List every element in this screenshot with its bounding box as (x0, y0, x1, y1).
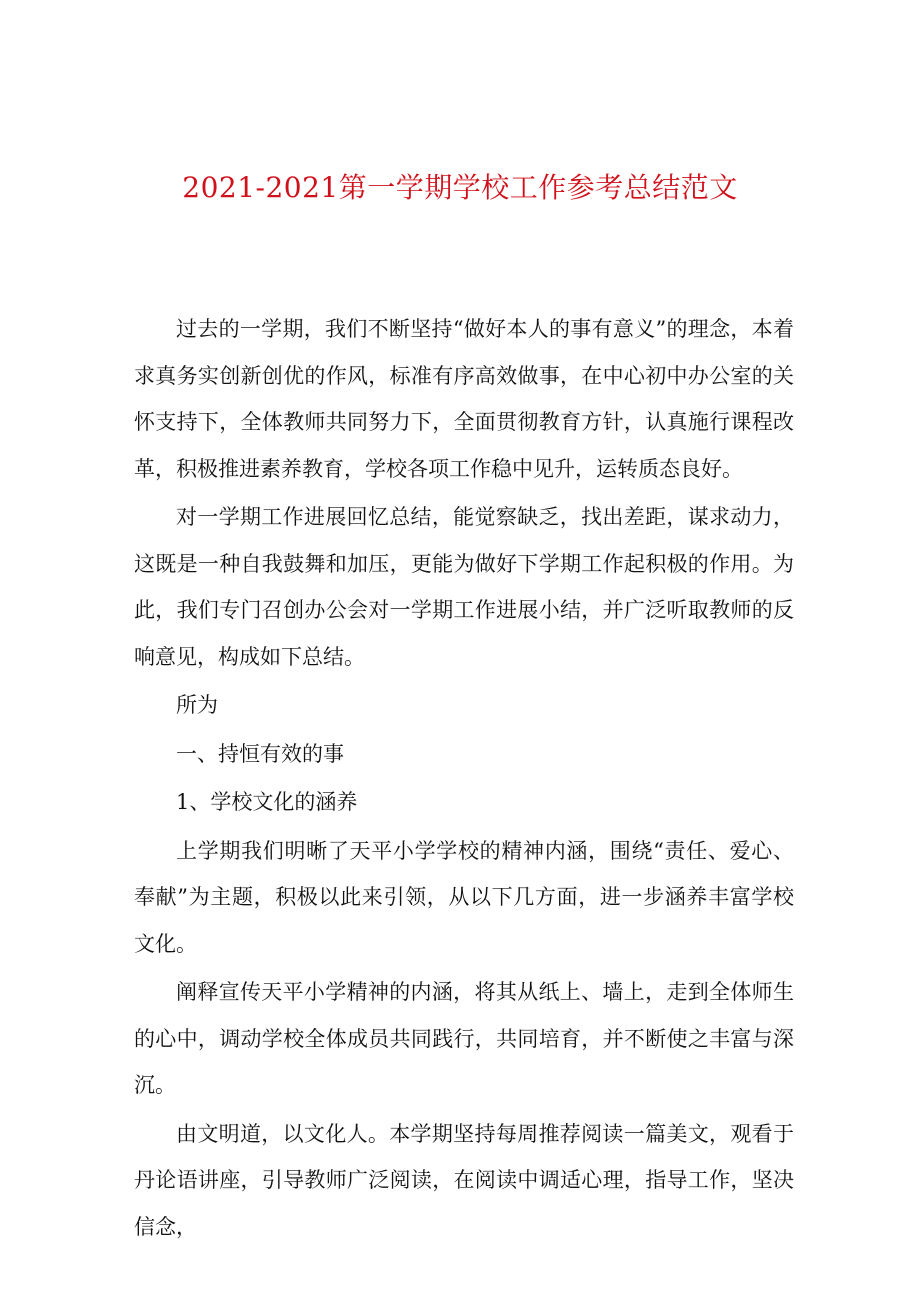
section-label: 所为 (176, 693, 218, 717)
paragraph-reading: 由文明道，以文化人。本学期坚持每周推荐阅读一篇美文，观看于丹论语讲座，引导教师广泛阅读，在阅读中调适心理，指导工作，坚决信念， (134, 1121, 794, 1239)
paragraph-review: 对一学期工作进展回忆总结，能觉察缺乏，找出差距，谋求动力，这既是一种自我鼓舞和加压，更能为做好下学期工作起积极的作用。为此，我们专门召创办公会对一学期工作进展小结，并广泛听取教师的反响意见，构成如下总结。 (134, 505, 794, 669)
subsection-heading-1: 1、学校文化的涵养 (176, 790, 358, 814)
paragraph-intro: 过去的一学期，我们不断坚持“做好本人的事有意义”的理念，本着求真务实创新创优的作风，标准有序高效做事，在中心初中办公室的关怀支持下，全体教师共同努力下，全面贯彻教育方针，认真施行课程改革，积极推进素养教育，学校各项工作稳中见升，运转质态良好。 (134, 317, 794, 481)
section-heading-1: 一、持恒有效的事 (176, 741, 344, 766)
paragraph-culture: 上学期我们明晰了天平小学学校的精神内涵，围绕“责任、爱心、奉献”为主题，积极以此来引领，从以下几方面，进一步涵养丰富学校文化。 (134, 838, 794, 956)
document-title: 2021-2021第一学期学校工作参考总结范文 (182, 171, 738, 204)
paragraph-spirit: 阐释宣传天平小学精神的内涵，将其从纸上、墙上，走到全体师生的心中，调动学校全体成员共同践行，共同培育，并不断使之丰富与深沉。 (134, 980, 794, 1097)
document-body (134, 306, 794, 1252)
